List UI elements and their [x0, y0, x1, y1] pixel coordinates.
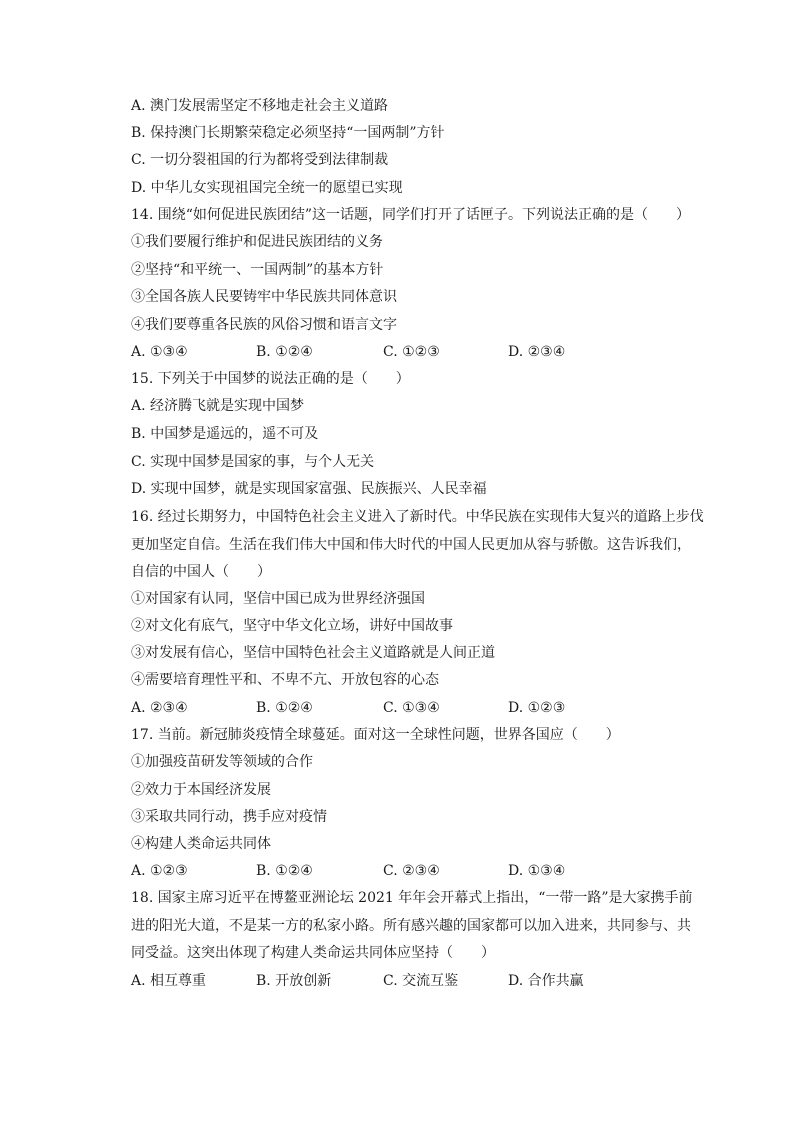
q17-choice-a: A. ①②③	[131, 863, 188, 879]
q16-choice-b: B. ①②④	[256, 700, 313, 716]
q14-item-1: ①我们要履行维护和促进民族团结的义务	[131, 234, 383, 250]
q16-choice-c: C. ①③④	[383, 700, 440, 716]
q14-item-4: ④我们要尊重各民族的风俗习惯和语言文字	[131, 317, 397, 333]
q15-option-b: B. 中国梦是遥远的，遥不可及	[131, 426, 319, 442]
q14-choice-c: C. ①②③	[383, 344, 440, 360]
q17-stem: 17. 当前。新冠肺炎疫情全球蔓延。面对这一全球性问题，世界各国应（ ）	[131, 727, 620, 743]
q14-choice-d: D. ②③④	[508, 344, 566, 360]
q15-option-d: D. 实现中国梦，就是实现国家富强、民族振兴、人民幸福	[131, 481, 487, 497]
q16-stem-line-2: 更加坚定自信。生活在我们伟大中国和伟大时代的中国人民更加从容与骄傲。这告诉我们，	[131, 537, 691, 553]
q16-stem-line-1: 16. 经过长期努力，中国特色社会主义进入了新时代。中华民族在实现伟大复兴的道路上步伐	[131, 509, 704, 525]
q18-choice-d: D. 合作共赢	[508, 973, 584, 989]
q16-stem-line-3: 自信的中国人（ ）	[131, 564, 271, 580]
q13-option-b: B. 保持澳门长期繁荣稳定必须坚持“一国两制”方针	[131, 125, 445, 141]
q13-option-a: A. 澳门发展需坚定不移地走社会主义道路	[131, 98, 389, 114]
q18-choice-b: B. 开放创新	[256, 973, 332, 989]
q16-item-3: ③对发展有信心，坚信中国特色社会主义道路就是人间正道	[131, 645, 495, 661]
q16-item-1: ①对国家有认同，坚信中国已成为世界经济强国	[131, 591, 425, 607]
q15-option-a: A. 经济腾飞就是实现中国梦	[131, 398, 305, 414]
q16-choice-d: D. ①②③	[508, 700, 566, 716]
q16-choice-a: A. ②③④	[131, 700, 188, 716]
q16-item-2: ②对文化有底气，坚守中华文化立场，讲好中国故事	[131, 618, 453, 634]
q14-stem: 14. 围绕“如何促进民族团结”这一话题，同学们打开了话匣子。下列说法正确的是（ ）	[131, 207, 691, 223]
q16-item-4: ④需要培育理性平和、不卑不亢、开放包容的心态	[131, 672, 439, 688]
q17-choice-c: C. ②③④	[383, 863, 440, 879]
q18-stem-line-2: 进的阳光大道，不是某一方的私家小路。所有感兴趣的国家都可以加入进来，共同参与、共	[131, 918, 691, 934]
q17-choice-d: D. ①③④	[508, 863, 566, 879]
q14-choice-b: B. ①②④	[256, 344, 313, 360]
q15-stem: 15. 下列关于中国梦的说法正确的是（ ）	[131, 371, 410, 387]
q18-stem-line-1: 18. 国家主席习近平在博鳌亚洲论坛 2021 年年会开幕式上指出，“一带一路”是大家携手前	[131, 890, 693, 906]
q17-item-3: ③采取共同行动，携手应对疫情	[131, 809, 327, 825]
q13-option-c: C. 一切分裂祖国的行为都将受到法律制裁	[131, 152, 389, 168]
q14-item-3: ③全国各族人民要铸牢中华民族共同体意识	[131, 289, 397, 305]
q17-choice-b: B. ①②④	[256, 863, 313, 879]
q14-choice-a: A. ①③④	[131, 344, 188, 360]
q18-choice-a: A. 相互尊重	[131, 973, 207, 989]
q17-item-1: ①加强疫苗研发等领域的合作	[131, 754, 313, 770]
q14-item-2: ②坚持“和平统一、一国两制”的基本方针	[131, 262, 384, 278]
q13-option-d: D. 中华儿女实现祖国完全统一的愿望已实现	[131, 180, 403, 196]
q17-item-4: ④构建人类命运共同体	[131, 836, 271, 852]
q17-item-2: ②效力于本国经济发展	[131, 782, 271, 798]
q18-stem-line-3: 同受益。这突出体现了构建人类命运共同体应坚持（ ）	[131, 945, 495, 961]
q18-choice-c: C. 交流互鉴	[383, 973, 459, 989]
q15-option-c: C. 实现中国梦是国家的事，与个人无关	[131, 454, 375, 470]
